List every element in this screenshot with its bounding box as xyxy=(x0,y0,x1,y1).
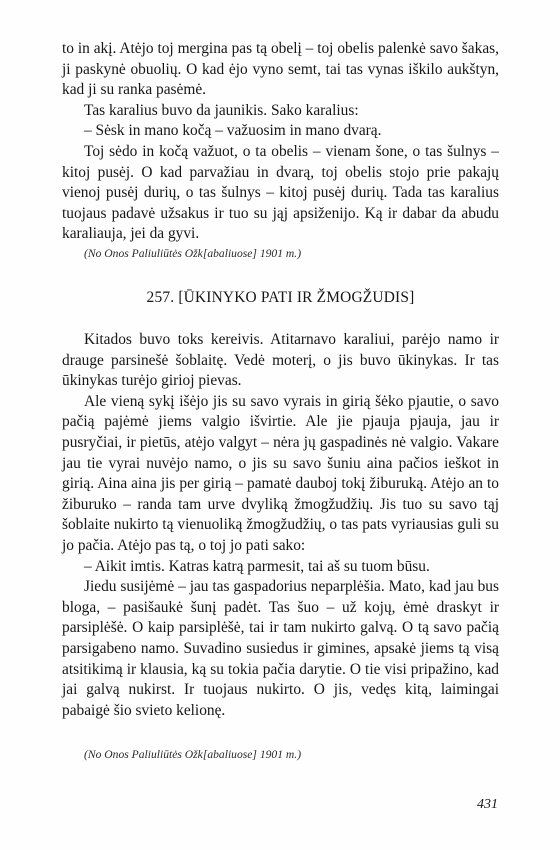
paragraph: to in akį. Atėjo toj mergina pas tą obelį – toj obelis palenkė savo šakas, ji paskynė obuolių. O kad ėjo vyno semt, tai tas vynas iškilo aukštyn, kad ji su ranka pasėmė. xyxy=(62,40,499,99)
source-note: (No Onos Paliuliūtės Ožk[abaliuose] 1901 m.) xyxy=(84,748,302,761)
paragraph: Jiedu susijėmė – jau tas gaspadorius neparplėšia. Mato, kad jau bus bloga, – pasišaukė šunį padėt. Tas šuo – už kojų, ėmė draskyt ir parsiplėšė. O kaip parsiplėšė, tai ir tam nukirto galvą. O tą savo pačią parsigabeno namo. Suvadino susiedus ir gimines, apsakė jiems tą visą atsitikimą ir klausia, ką su tokia pačia darytie. O tie visi pripažino, kad jai galvą nukirst. Ir tuojaus nukirto. O jis, vedęs kitą, laimingai pabaigė šio svieto kelionę. xyxy=(62,578,499,719)
paragraph: Kitados buvo toks kereivis. Atitarnavo karaliui, parėjo namo ir drauge parsinešė šoblaitę. Vedė moterį, o jis buvo ūkinykas. Ir tas ūkinykas turėjo girioj pievas. xyxy=(62,331,499,390)
paragraph: Ale vieną sykį išėjo jis su savo vyrais in girią šėko pjautie, o savo pačią pajėmė jiems valgio išvirtie. Ale jie pjauja pjauja, jau ir pusryčiai, ir pietūs, atėjo valgyt – nėra jų gaspadinės nė valgio. Vakare jau tie vyrai nuvėjo namo, o jis su savo šuniu aina pačios ieškot in girią. Aina aina jis per girią – pamatė dauboj tokį žiburuką. Atėjo an to žiburuko – randa tam urve dvyliką žmogžudžių. Jis tuo su savo tąj šoblaite nukirto tą vienuoliką žmogžudžių, o tas pats vyriausias guli su jo pačia. Atėjo pas tą, o toj jo pati sako: xyxy=(62,392,499,554)
story-body xyxy=(62,330,499,721)
dialogue-line: – Aikit imtis. Katras katrą parmesit, tai aš su tuom būsu. xyxy=(84,557,430,575)
paragraph: Toj sėdo in kočą važuot, o ta obelis – vienam šone, o tas šulnys – kitoj pusėj. O kad parvažiau in dvarą, toj obelis stojo prie pakajų vienoj pusėj durių, o tas šulnys – kitoj pusėj durių. Tada tas karalius tuojaus padavė užsakus ir tuo su jąj apsiženijo. Ką ir dabar da abudu karaliauja, jei da gyvi. xyxy=(62,142,499,243)
paragraph: Tas karalius buvo da jaunikis. Sako karalius: xyxy=(84,101,359,119)
dialogue-line: – Sėsk in mano kočą – važuosim in mano dvarą. xyxy=(84,122,382,140)
previous-story-ending xyxy=(62,39,499,245)
source-note: (No Onos Paliuliūtės Ožk[abaliuose] 1901 m.) xyxy=(84,247,302,260)
story-title: 257. [ŪKINYKO PATI IR ŽMOGŽUDIS] xyxy=(146,289,415,306)
page-number: 431 xyxy=(477,797,498,812)
